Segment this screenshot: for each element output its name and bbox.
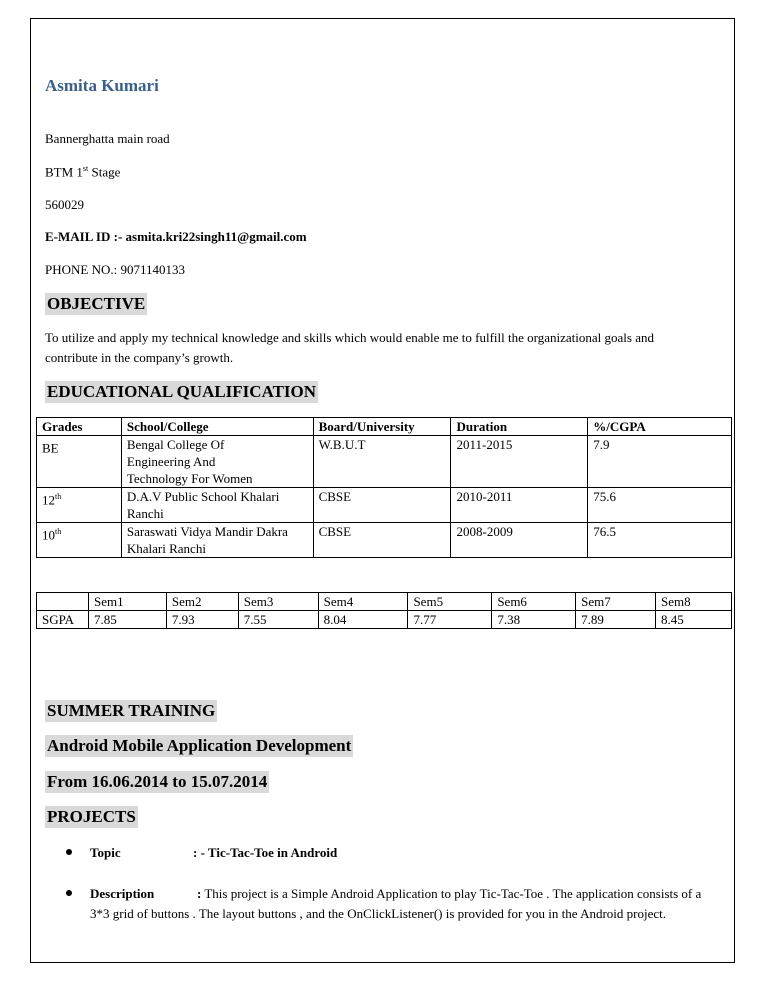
board-cell: CBSE — [313, 488, 451, 523]
semester-header: Sem1 — [88, 593, 166, 611]
sgpa-corner-cell — [37, 593, 89, 611]
semester-header: Sem4 — [318, 593, 408, 611]
sgpa-value: 7.38 — [492, 611, 576, 629]
sgpa-table — [36, 592, 732, 629]
column-header: Duration — [451, 418, 588, 436]
objective-text: To utilize and apply my technical knowledge and skills which would enable me to fulfill the organizational goals and contribute in the company’s growth. — [45, 330, 654, 365]
duration-cell: 2011-2015 — [451, 436, 588, 488]
score-cell: 7.9 — [588, 436, 732, 488]
phone: PHONE NO.: 9071140133 — [45, 262, 185, 277]
topic-value: : - Tic-Tac-Toe in Android — [193, 845, 338, 860]
sgpa-value: 8.45 — [656, 611, 732, 629]
semester-header: Sem5 — [408, 593, 492, 611]
school-cell: D.A.V Public School Khalari Ranchi — [121, 488, 313, 523]
bullet-icon — [66, 890, 72, 896]
training-title: Android Mobile Application Development — [47, 736, 352, 755]
email: E-MAIL ID :- asmita.kri22singh11@gmail.com — [45, 229, 307, 244]
sgpa-value: 7.93 — [166, 611, 238, 629]
candidate-name: Asmita Kumari — [45, 76, 159, 95]
column-header: School/College — [121, 418, 313, 436]
sgpa-value: 7.89 — [576, 611, 656, 629]
score-cell: 76.5 — [588, 523, 732, 558]
semester-header: Sem6 — [492, 593, 576, 611]
objective-heading: OBJECTIVE — [47, 294, 146, 313]
board-cell: CBSE — [313, 523, 451, 558]
education-header-row — [37, 418, 732, 436]
projects-heading: PROJECTS — [47, 807, 136, 826]
grade-cell: 12th — [37, 488, 122, 523]
school-cell: Saraswati Vidya Mandir Dakra Khalari Ranchi — [121, 523, 313, 558]
sgpa-value: 7.85 — [88, 611, 166, 629]
table-row — [37, 436, 732, 488]
grade-cell: 10th — [37, 523, 122, 558]
address-line-2: BTM 1st Stage — [45, 164, 121, 180]
column-header: Board/University — [313, 418, 451, 436]
semester-header: Sem2 — [166, 593, 238, 611]
semester-header: Sem8 — [656, 593, 732, 611]
education-heading: EDUCATIONAL QUALIFICATION — [47, 382, 317, 401]
address-line-1: Bannerghatta main road — [45, 131, 170, 146]
table-row — [37, 488, 732, 523]
training-dates: From 16.06.2014 to 15.07.2014 — [47, 772, 268, 791]
score-cell: 75.6 — [588, 488, 732, 523]
description-colon: : — [197, 886, 202, 901]
summer-training-heading: SUMMER TRAINING — [47, 701, 216, 720]
table-row — [37, 523, 732, 558]
sgpa-row-label: SGPA — [37, 611, 89, 629]
pincode: 560029 — [45, 197, 84, 212]
semester-header: Sem7 — [576, 593, 656, 611]
sgpa-values-row — [37, 611, 732, 629]
education-table — [36, 417, 732, 558]
board-cell: W.B.U.T — [313, 436, 451, 488]
school-cell: Bengal College Of Engineering And Technology For Women — [121, 436, 313, 488]
column-header: %/CGPA — [588, 418, 732, 436]
duration-cell: 2010-2011 — [451, 488, 588, 523]
sgpa-value: 8.04 — [318, 611, 408, 629]
bullet-icon — [66, 849, 72, 855]
column-header: Grades — [37, 418, 122, 436]
sgpa-value: 7.55 — [238, 611, 318, 629]
semester-header: Sem3 — [238, 593, 318, 611]
description-label: Description — [90, 886, 155, 901]
description-value: This project is a Simple Android Application to play Tic-Tac-Toe . The application consists of a 3*3 grid of buttons . The layout buttons , and the OnClickListener() is provided for you in the Android project. — [90, 886, 702, 921]
sgpa-header-row — [37, 593, 732, 611]
sgpa-value: 7.77 — [408, 611, 492, 629]
topic-label: Topic — [90, 845, 121, 860]
grade-cell: BE — [37, 436, 122, 488]
duration-cell: 2008-2009 — [451, 523, 588, 558]
